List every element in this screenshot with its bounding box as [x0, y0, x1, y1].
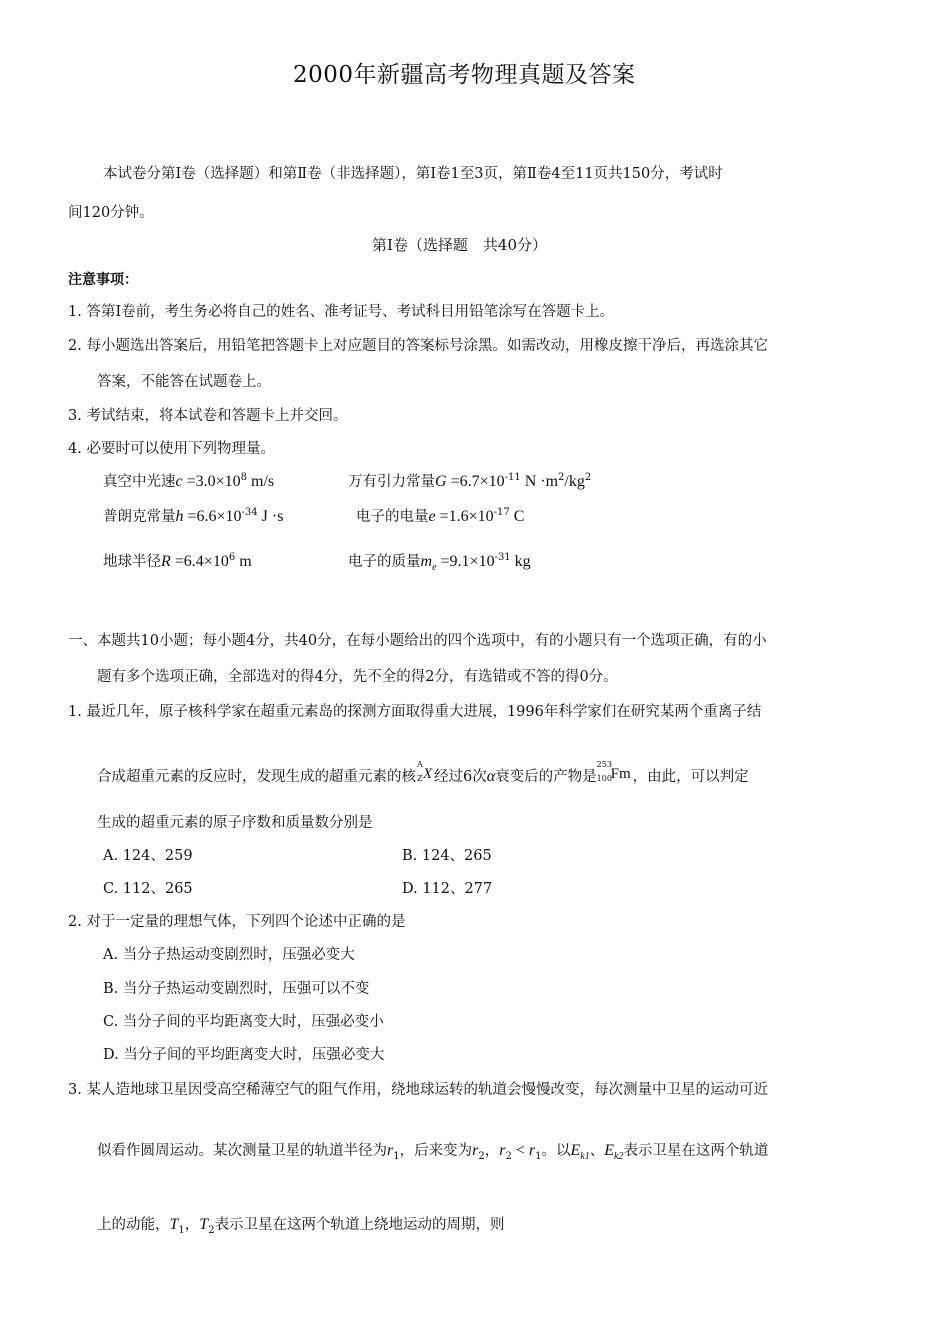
nuclide-x: A Z X [417, 760, 433, 783]
question-2-option-d: D. 当分子间的平均距离变大时，压强必变大 [103, 1047, 385, 1063]
note-item-1: 1. 答第Ⅰ卷前，考生务必将自己的姓名、准考证号、考试科目用铅笔涂写在答题卡上。 [68, 304, 615, 320]
question-1-stem: 1. 最近几年，原子核科学家在超重元素岛的探测方面取得重大进展，1996年科学家们在研究某两个重离子结 [68, 704, 762, 720]
intro-line-1: 本试卷分第Ⅰ卷（选择题）和第Ⅱ卷（非选择题），第Ⅰ卷1至3页，第Ⅱ卷4至11页共150分，考试时 [103, 166, 723, 182]
part1-instructions-cont: 题有多个选项正确，全部选对的得4分，先不全的得2分，有选错或不答的得0分。 [97, 669, 618, 685]
page-title: 2000年新疆高考物理真题及答案 [293, 62, 636, 88]
nuclide-fm: 253 100 Fm [596, 760, 631, 783]
constant-electron-charge: 电子的电量$e =1.6\times 10^{-17}$ C [356, 507, 525, 525]
part1-instructions: 一、本题共10小题；每小题4分，共40分，在每小题给出的四个选项中，有的小题只有一个选项正确，有的小 [68, 633, 767, 649]
section-title: 第Ⅰ卷（选择题 共40分） [372, 236, 548, 254]
constant-electron-mass: 电子的质量$m_e =9.1\times 10^{-31}$ kg [348, 552, 531, 573]
question-3-stem-line3: 上的动能，$T_1$，$T_2$表示卫星在这两个轨道上绕地运动的周期，则 [97, 1216, 505, 1236]
notes-heading: 注意事项： [68, 272, 138, 288]
question-2-option-c: C. 当分子间的平均距离变大时，压强必变小 [103, 1014, 384, 1030]
constant-planck: 普朗克常量$h =6.6\times 10^{-34}$ J ·s [103, 507, 284, 525]
question-2-option-a: A. 当分子热运动变剧烈时，压强必变大 [103, 947, 355, 963]
constant-light-speed: 真空中光速$c =3.0\times 10^8$ m/s [103, 472, 275, 490]
question-1-option-d: D. 112、277 [402, 881, 493, 897]
note-item-4: 4. 必要时可以使用下列物理量。 [68, 441, 275, 457]
question-1-stem-line2: 合成超重元素的反应时，发现生成的超重元素的核 A Z X 经过6次α衰变后的产物是 253 100 Fm ，由此，可以判定 [97, 760, 749, 785]
constant-earth-radius: 地球半径$R =6.4\times 10^6$ m [103, 552, 252, 570]
question-2-stem: 2. 对于一定量的理想气体，下列四个论述中正确的是 [68, 914, 406, 930]
question-1-option-a: A. 124、259 [103, 848, 193, 864]
intro-line-2: 间120分钟。 [68, 205, 154, 221]
question-1-stem-line3: 生成的超重元素的原子序数和质量数分别是 [97, 815, 373, 831]
question-2-option-b: B. 当分子热运动变剧烈时，压强可以不变 [103, 981, 370, 997]
question-1-option-c: C. 112、265 [103, 881, 193, 897]
question-3-stem-line2: 似看作圆周运动。某次测量卫星的轨道半径为$r_1$，后来变为$r_2$，$r_2 < r_1$。以$E_{k1}$、$E_{k2}$表示卫星在这两个轨道 [97, 1142, 769, 1162]
constant-gravitation: 万有引力常量$G =6.7\times 10^{-11}$ $N \cdot m^2/kg^2$ [348, 472, 592, 490]
question-3-stem: 3. 某人造地球卫星因受高空稀薄空气的阻气作用，绕地球运转的轨道会慢慢改变，每次测量中卫星的运动可近 [68, 1082, 768, 1098]
note-item-2: 2. 每小题选出答案后，用铅笔把答题卡上对应题目的答案标号涂黑。如需改动，用橡皮擦干净后，再选涂其它 [68, 338, 768, 354]
note-item-3: 3. 考试结束，将本试卷和答题卡上并交回。 [68, 408, 348, 424]
question-1-option-b: B. 124、265 [402, 848, 492, 864]
note-item-2-cont: 答案，不能答在试题卷上。 [97, 374, 271, 390]
